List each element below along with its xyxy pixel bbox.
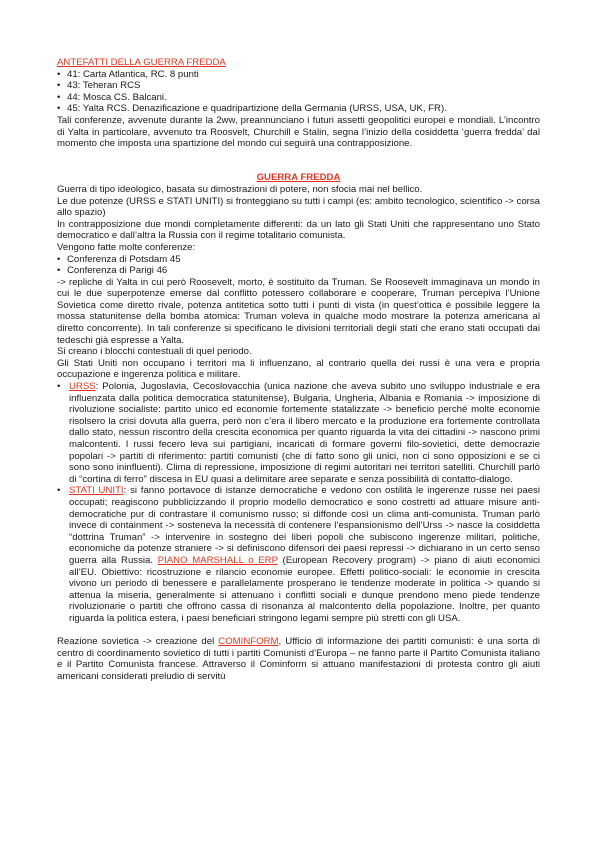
conference-list-antefatti (57, 69, 540, 115)
list-item: • 44: Mosca CS. Balcani. (57, 92, 540, 104)
list-item: • 41: Carta Atlantica, RC. 8 punti (57, 69, 540, 81)
urss-text: : Polonia, Jugoslavia, Cecoslovacchia (unica nazione che aveva subito uno sviluppo industriale e era influenzata dalla politica democratica statunitense), Bulgaria, Ungheria, Albania e Romania -> imposizione di rivoluzione socialiste: partito unico ed economie fortemente statalizzate -> beneficio perché molte economie risolsero la crisi dovuta alla guerra, però non c’era il libero mercato e la produzione era fortemente controllata dallo stato, nessun riscontro della crescita economica per quanto riguarda la vita dei cittadini -> nascono primi malcontenti. I russi fecero leva sui partigiani, incaricati di formare governi filo-sovietici, dette democrazie popolari -> partiti di riferimento: partiti comunisti (che di fatto sono gli unici, non ci sono opposizioni e se ci sono sono ininfluenti). Clima di repressione, imposizione di regimi autoritari nei territori satelliti. Churchill parlò di “cortina di ferro” discesa in EU quasi a delimitare aree separate e senza possibilità di contatto-dialogo. (69, 381, 540, 485)
cominform-link[interactable]: COMINFORM (218, 636, 279, 648)
usa-text-continued: (European Recovery program) -> piano di aiuti economici all’EU. Obiettivo: ricostruzione e rilancio economie europee. Effetti politico-sociali: le economie in crescita vivono un periodo di benessere e parallelamente prosperano le tendenze moderate in politica -> quando si attenua la miseria, generalmente si attenuano i conflitti sociali e dunque prendono meno piede tendenze rivoluzionarie o partiti che offrono cassa di risonanza al malcontento della popolazione. Inoltre, per quanto riguarda la politica estera, i paesi beneficiari stringono legami sempre più stretti con gli USA. (69, 554, 541, 624)
bloc-list (57, 381, 540, 624)
cominform-text: , Ufficio di informazione dei partiti comunisti: è una sorta di centro di coordinamento sovietico di tutti i partiti Comunisti d’Europa – ne fanno parte il Partito Comunista italiano e il Partito Comunista francese. Attraverso il Cominform si attuano manifestazioni di protesta contro gli aiuti americani considerati preludio di servitù (57, 636, 541, 682)
section-title-guerra-fredda: GUERRA FREDDA (256, 172, 341, 184)
cominform-text-intro: Reazione sovietica -> creazione del (57, 636, 219, 648)
conference-list-guerra (57, 254, 540, 277)
list-item: • Conferenza di Parigi 46 (57, 265, 540, 277)
list-item: • 45: Yalta RCS. Denazificazione e quadripartizione della Germania (URSS, USA, UK, FR). (57, 103, 540, 115)
paragraph: Si creano i blocchi contestuali di quel periodo. (57, 346, 252, 358)
marshall-link[interactable]: PIANO MARSHALL o ERP (157, 554, 278, 566)
paragraph: In contrapposizione due mondi completamente differenti: da un lato gli Stati Uniti che rappresentano uno Stato democratico e dall’altra la Russia con il regime totalitario comunista. (57, 218, 540, 242)
list-item-urss (57, 381, 540, 485)
paragraph-antefatti: Tali conferenze, avvenute durante la 2ww, preannunciano i futuri assetti geopolitici europei e mondiali. L’incontro di Yalta in particolare, avvenuto tra Roosvelt, Churchill e Stalin, segna l’inizio della cosiddetta ‘guerra fredda’ dal momento che imposta una spartizione del mondo cui seguirà una contrapposizione. (57, 114, 540, 150)
list-item-usa (57, 485, 540, 624)
paragraph: Guerra di tipo ideologico, basata su dimostrazioni di potere, non sfocia mai nel bellico. (57, 183, 423, 195)
paragraph: Gli Stati Uniti non occupano i territori ma li influenzano, al contrario quella dei russi è una vera e propria occupazione e ingerenza politica e militare. (57, 357, 540, 381)
paragraph: Le due potenze (URSS e STATI UNITI) si fronteggiano su tutti i campi (es: ambito tecnologico, scientifico -> corsa allo spazio) (57, 195, 540, 219)
page-content (57, 57, 540, 682)
paragraph-cominform (57, 636, 540, 682)
section-title-antefatti: ANTEFATTI DELLA GUERRA FREDDA (57, 57, 226, 68)
paragraph: -> repliche di Yalta in cui però Roosevelt, morto, è sostituito da Truman. Se Roosevelt immaginava un mondo in cui le due superpotenze emerse dal conflitto potessero collaborare e cooperare, Truman percepiva l’Unione Sovietica come diretto rivale, potenza antitetica sotto tutti i punti di vista (in quest’ottica è possibile leggere la mossa statunitense della bomba atomica: Truman voleva in qualche modo mostrare la potenza americana al diretto concorrente). In tali conferenze si specificano le divisioni territoriali degli stati che erano stati occupati dai tedeschi già espresse a Yalta. (57, 276, 540, 346)
list-item: • 43: Teheran RCS (57, 80, 540, 92)
paragraph: Vengono fatte molte conferenze: (57, 241, 196, 253)
list-item: • Conferenza di Potsdam 45 (57, 254, 540, 266)
usa-text: : si fanno portavoce di istanze democratiche e vedono con ostilità le ingerenze russe nei paesi occupati; reagiscono pubblicizzando il proprio modello democratico e sono costretti ad attuare misure anti-democratiche pur di contrastare il comunismo russo; si diffonde così un clima anti-comunista. Truman parlò invece di containment -> sosteneva la necessità di contenere l’espansionismo dell’Urss -> nasce la cosiddetta “dottrina Truman” -> intervenire in sostegno dei liberi popoli che subiscono ingerenze militari, politiche, economiche da potenze straniere -> si definiscono difensori dei paesi repressi -> dichiarano in un certo senso guerra alla Russia. (69, 485, 540, 566)
usa-link[interactable]: STATI UNITI (69, 485, 124, 497)
urss-link[interactable]: URSS (69, 381, 96, 393)
